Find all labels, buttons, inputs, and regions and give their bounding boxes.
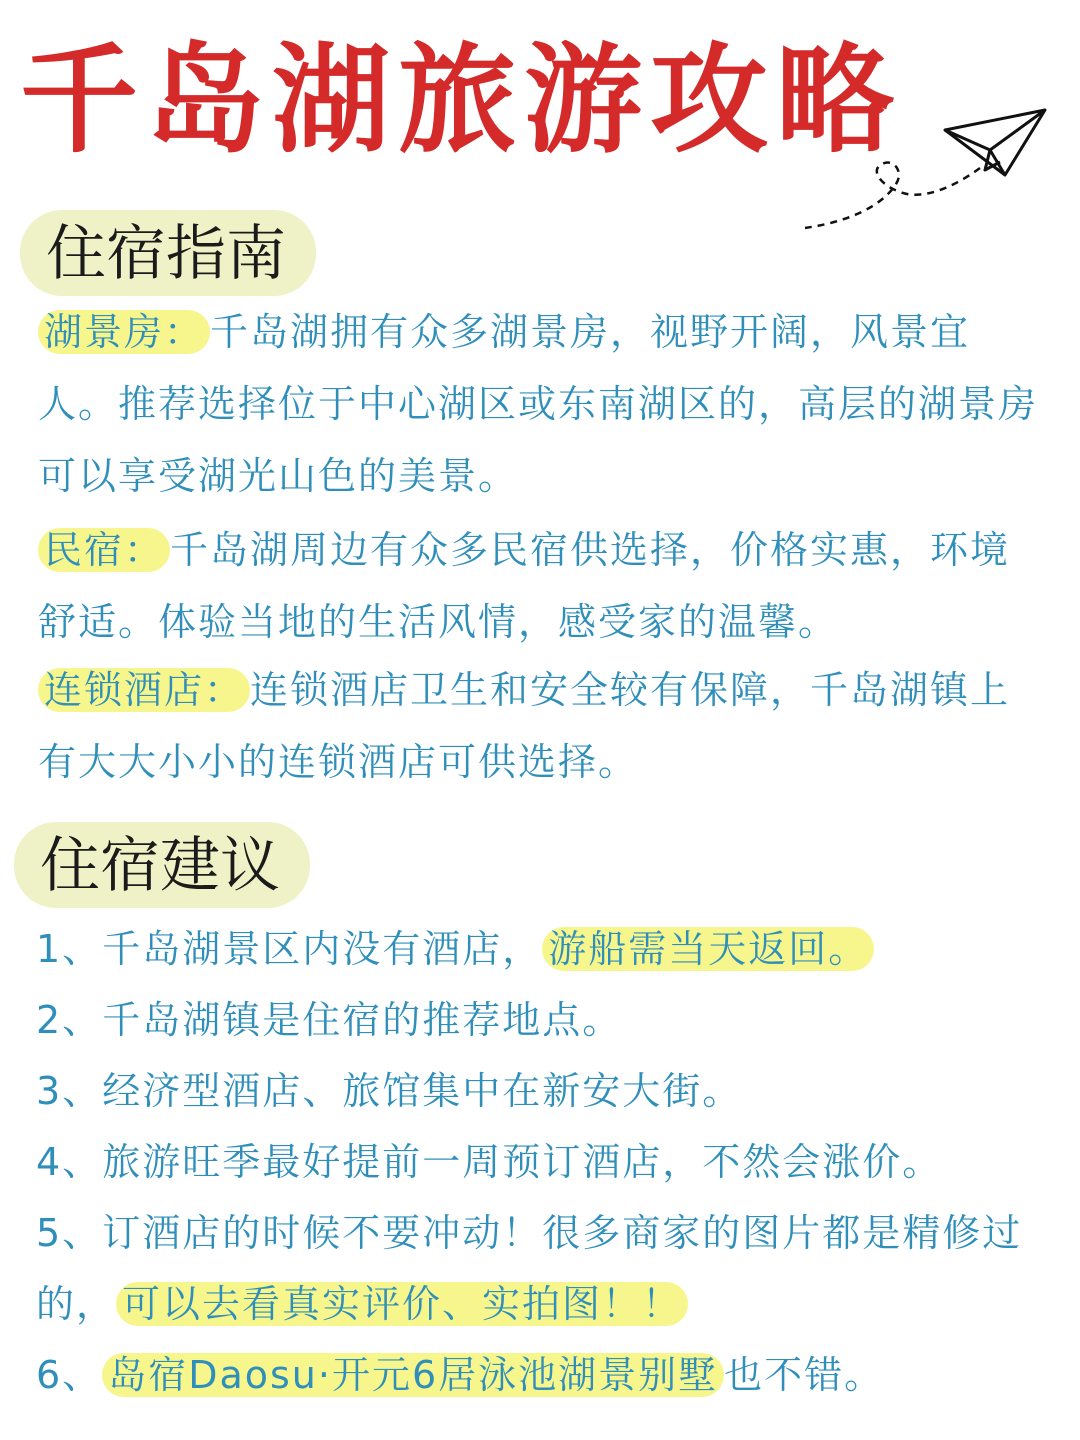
accommodation-item-homestay: [38, 514, 1048, 658]
list-item: [36, 914, 1048, 985]
item-label: 民宿：: [38, 528, 170, 572]
item-label: 连锁酒店：: [38, 668, 250, 712]
item-highlight: 可以去看真实评价、实拍图！！: [116, 1282, 688, 1326]
list-item: [36, 1198, 1048, 1340]
section-heading-accommodation-tips: 住宿建议: [14, 820, 306, 908]
item-text: 经济型酒店、旅馆集中在新安大街。: [102, 1069, 743, 1113]
list-item: [36, 1340, 1048, 1411]
tips-list: [36, 914, 1048, 1411]
item-number: 6、: [36, 1353, 103, 1397]
page-title: 千岛湖旅游攻略: [20, 31, 903, 169]
item-number: 2、: [36, 998, 103, 1042]
item-text: 订酒店的时候不要冲动！很多商家的图片都是精修过的，: [36, 1211, 1023, 1326]
item-number: 1、: [36, 927, 103, 971]
item-highlight: 游船需当天返回。: [542, 927, 874, 971]
list-item: [36, 985, 1048, 1056]
paper-plane-icon: [800, 100, 1060, 250]
item-text: 连锁酒店卫生和安全较有保障，千岛湖镇上有大大小小的连锁酒店可供选择。: [38, 668, 1011, 784]
accommodation-item-lake-view-room: [38, 296, 1048, 512]
item-text: 千岛湖镇是住宿的推荐地点。: [102, 998, 623, 1042]
item-text-after: 也不错。: [724, 1353, 885, 1397]
item-number: 5、: [36, 1211, 103, 1255]
item-text: 千岛湖景区内没有酒店，: [102, 927, 543, 971]
item-text: 千岛湖周边有众多民宿供选择，价格实惠，环境舒适。体验当地的生活风情，感受家的温馨。: [38, 528, 1011, 644]
accommodation-item-chain-hotel: [38, 654, 1048, 798]
item-text: 旅游旺季最好提前一周预订酒店，不然会涨价。: [102, 1140, 943, 1184]
section-heading-accommodation-guide: 住宿指南: [20, 208, 312, 296]
item-text: 千岛湖拥有众多湖景房，视野开阔，风景宜人。推荐选择位于中心湖区或东南湖区的，高层的湖景房可以享受湖光山色的美景。: [38, 310, 1039, 498]
item-label: 湖景房：: [38, 310, 210, 354]
item-number: 4、: [36, 1140, 103, 1184]
item-highlight: 岛宿Daosu·开元6居泳池湖景别墅: [102, 1353, 724, 1397]
list-item: [36, 1127, 1048, 1198]
list-item: [36, 1056, 1048, 1127]
item-number: 3、: [36, 1069, 103, 1113]
